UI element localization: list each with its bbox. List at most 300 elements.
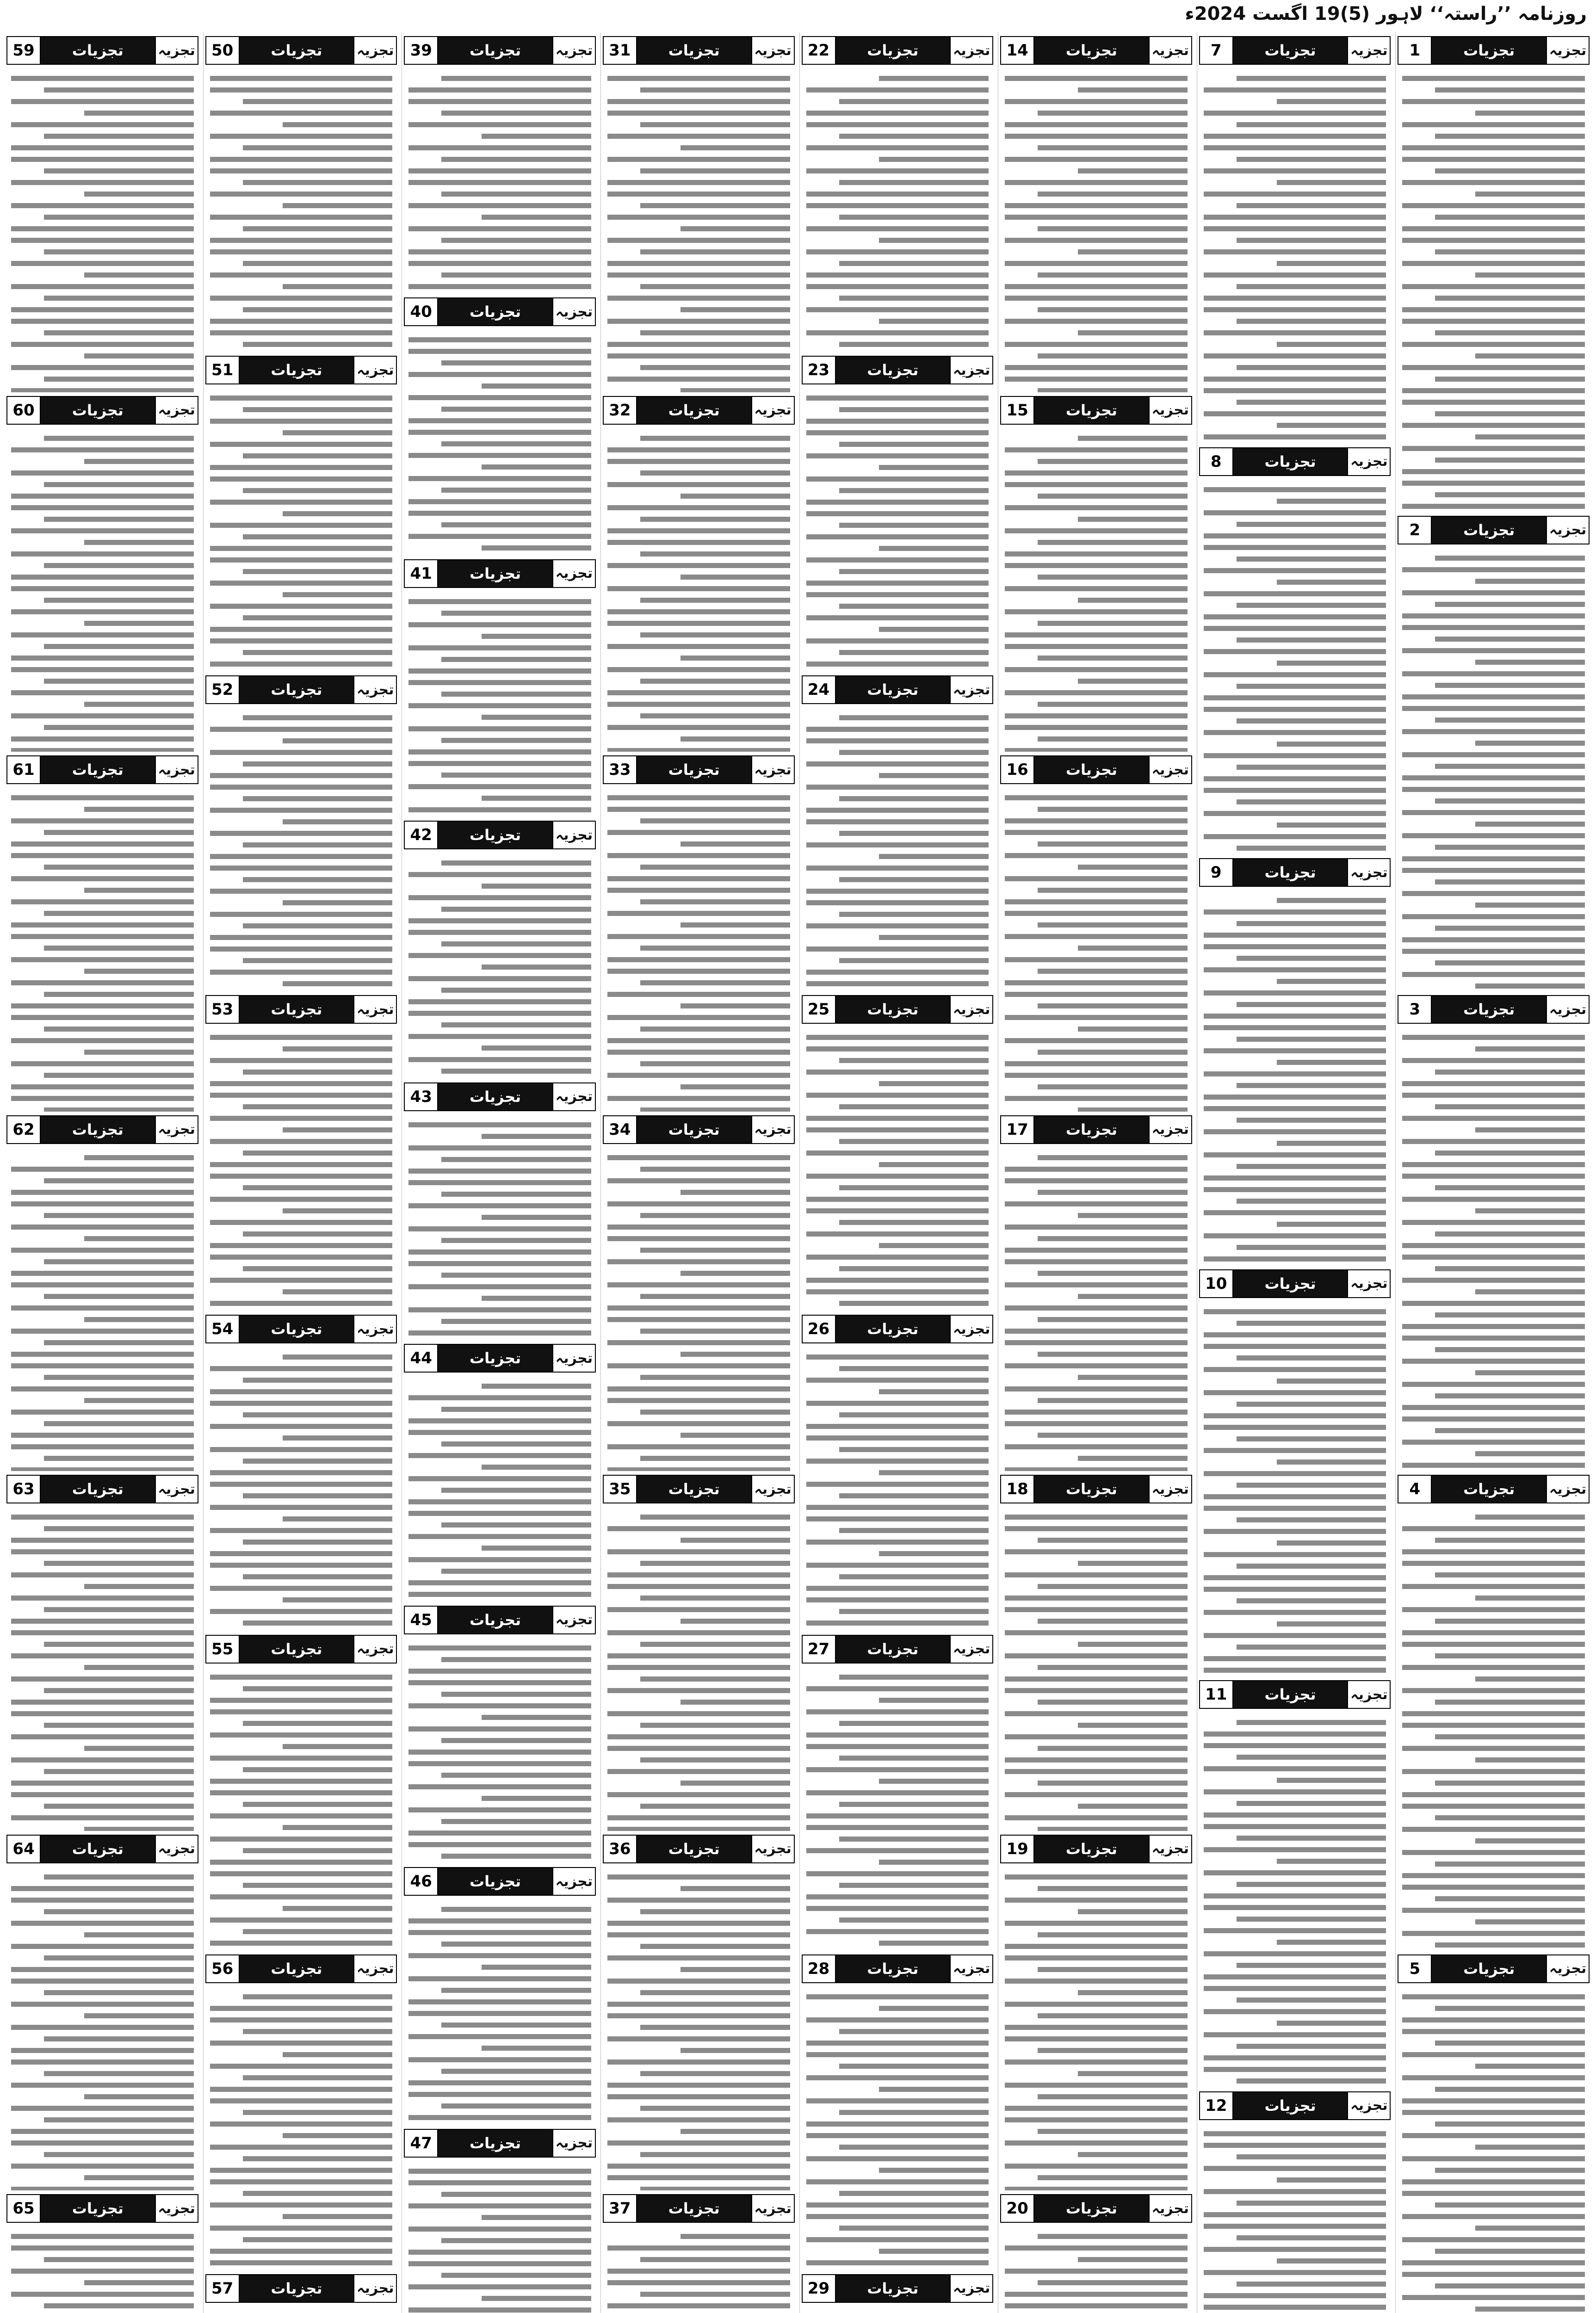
text-line (680, 922, 790, 928)
article-body (204, 387, 399, 672)
text-line (1237, 1882, 1386, 1887)
section-tag: تجزیات (1432, 37, 1546, 64)
text-line (408, 645, 591, 650)
text-line (482, 1546, 591, 1551)
column (998, 32, 1194, 2313)
text-line (408, 203, 591, 208)
text-line (243, 342, 393, 347)
text-line (1005, 1248, 1188, 1253)
text-line (680, 656, 790, 661)
text-line (1038, 1781, 1188, 1786)
text-line (640, 2071, 790, 2076)
article-number: 60 (7, 397, 41, 424)
article-header (404, 297, 596, 326)
text-line (806, 2133, 989, 2138)
text-line (839, 523, 989, 528)
article-header (603, 36, 795, 65)
text-line (1005, 1410, 1188, 1415)
text-line (640, 1561, 790, 1566)
text-line (441, 1657, 591, 1662)
text-line (1277, 1460, 1386, 1465)
text-line (11, 586, 194, 591)
text-line (1204, 1256, 1386, 1262)
text-line (1038, 888, 1188, 893)
text-line (210, 773, 393, 778)
text-line (1435, 2249, 1585, 2254)
text-line (408, 1703, 591, 1708)
text-line (1204, 1095, 1386, 1100)
text-line (1237, 1037, 1386, 1042)
text-line (210, 557, 393, 563)
text-line (1204, 753, 1386, 758)
text-line (1475, 1046, 1585, 1051)
text-line (11, 2002, 194, 2007)
text-line (1005, 586, 1188, 591)
text-line (1237, 1755, 1386, 1760)
article-body (204, 1986, 399, 2270)
text-line (607, 586, 790, 591)
text-line (243, 2156, 393, 2161)
section-tag: تجزیات (1233, 1681, 1348, 1708)
text-line (1435, 1185, 1585, 1190)
text-line (607, 1827, 790, 1831)
text-line (1078, 517, 1188, 522)
text-line (11, 934, 194, 939)
article (5, 2190, 200, 2313)
text-line (44, 2036, 194, 2041)
text-line (210, 249, 393, 254)
text-line (84, 1584, 194, 1589)
text-line (283, 1597, 392, 1602)
text-line (408, 2011, 591, 2016)
text-line (408, 1226, 591, 1231)
text-line (1402, 2260, 1585, 2265)
text-line (1005, 1386, 1188, 1392)
text-line (1005, 1815, 1188, 1820)
text-line (806, 727, 989, 732)
article-number: 18 (1001, 1476, 1034, 1503)
text-line (1402, 2017, 1585, 2022)
text-line (1078, 598, 1188, 603)
text-line (1435, 717, 1585, 723)
text-line (1204, 568, 1386, 573)
text-line (607, 482, 790, 487)
text-line (441, 238, 591, 243)
text-line (243, 1767, 393, 1772)
text-line (680, 388, 790, 392)
text-line (243, 1929, 393, 1934)
text-line (482, 1045, 591, 1051)
text-line (243, 2237, 393, 2242)
section-logo: تجزیہ (1347, 1270, 1390, 1297)
text-line (210, 1732, 393, 1738)
text-line (1237, 718, 1386, 724)
text-line (1402, 1931, 1585, 1936)
text-line (1038, 1827, 1188, 1831)
text-line (408, 703, 591, 708)
text-line (44, 1178, 194, 1183)
text-line (607, 563, 790, 568)
text-line (1204, 2032, 1386, 2037)
text-line (1435, 458, 1585, 463)
text-line (44, 1259, 194, 1264)
text-line (1402, 365, 1585, 370)
section-logo: تجزیہ (751, 37, 794, 64)
text-line (806, 1127, 989, 1132)
text-line (806, 1767, 989, 1772)
article (402, 294, 598, 555)
text-line (607, 1792, 790, 1797)
text-line (607, 1201, 790, 1206)
text-line (44, 1909, 194, 1914)
text-line (607, 853, 790, 858)
text-line (283, 2214, 392, 2219)
text-line (1402, 567, 1585, 572)
text-line (1475, 822, 1585, 827)
text-line (1435, 249, 1585, 254)
text-line (11, 1386, 194, 1392)
text-line (806, 1813, 989, 1818)
text-line (1204, 1233, 1386, 1238)
text-line (1078, 679, 1188, 684)
text-line (1402, 446, 1585, 451)
text-line (607, 1444, 790, 1449)
text-line (806, 738, 989, 743)
text-line (1204, 1552, 1386, 1557)
section-tag: تجزیات (1034, 756, 1149, 783)
text-line (84, 1317, 194, 1322)
article-number: 53 (206, 996, 240, 1023)
text-line (1078, 249, 1188, 254)
text-line (680, 1886, 790, 1891)
text-line (806, 249, 989, 254)
text-line (640, 330, 790, 335)
text-line (408, 168, 591, 173)
text-line (1204, 1506, 1386, 1511)
section-tag: تجزیات (240, 357, 354, 383)
article-header (802, 2274, 994, 2303)
text-line (210, 1675, 393, 1680)
text-line (1435, 1862, 1585, 1867)
text-line (839, 1883, 989, 1888)
text-line (1277, 1222, 1386, 1227)
article-header (1398, 516, 1590, 544)
text-line (1005, 748, 1188, 752)
text-line (408, 1511, 591, 1516)
text-line (839, 1266, 989, 1271)
section-logo: تجزیہ (1347, 1681, 1390, 1708)
article-number: 59 (7, 37, 41, 64)
text-line (44, 1723, 194, 1728)
text-line (1204, 1309, 1386, 1314)
article-body (5, 1866, 200, 2191)
text-line (1277, 499, 1386, 504)
text-line (441, 1441, 591, 1447)
text-line (1237, 1164, 1386, 1169)
text-line (441, 2022, 591, 2028)
text-line (441, 1569, 591, 1574)
article (1197, 32, 1393, 444)
text-line (408, 1580, 591, 1585)
text-line (1204, 272, 1386, 278)
text-line (441, 111, 591, 116)
text-line (1277, 1540, 1386, 1546)
text-line (879, 319, 989, 324)
text-line (1204, 1633, 1386, 1638)
text-line (806, 1563, 989, 1568)
text-line (44, 911, 194, 916)
article-body (800, 1986, 996, 2270)
text-line (243, 650, 393, 655)
text-line (1277, 2021, 1386, 2026)
text-line (640, 1723, 790, 1728)
text-line (1005, 980, 1188, 985)
text-line (482, 1384, 591, 1389)
text-line (441, 1819, 591, 1824)
text-line (84, 353, 194, 359)
text-line (243, 2029, 393, 2034)
text-line (408, 761, 591, 766)
text-line (1402, 625, 1585, 630)
text-line (839, 1447, 989, 1452)
text-line (1402, 2029, 1585, 2034)
text-line (680, 1700, 790, 1705)
article-number: 29 (803, 2275, 836, 2302)
text-line (1475, 2064, 1585, 2069)
text-line (1475, 1451, 1585, 1456)
text-line (607, 2164, 790, 2169)
text-line (1237, 1598, 1386, 1603)
text-line (839, 2191, 989, 2196)
text-line (84, 969, 194, 974)
text-line (1005, 1653, 1188, 1658)
text-line (1005, 957, 1188, 962)
text-line (1475, 1676, 1585, 1682)
text-line (1402, 1440, 1585, 1445)
text-line (1078, 330, 1188, 335)
section-tag: تجزیات (41, 1836, 155, 1862)
text-line (1277, 261, 1386, 266)
text-line (210, 1790, 393, 1795)
text-line (1078, 1456, 1188, 1461)
text-line (1204, 1766, 1386, 1771)
text-line (408, 1842, 591, 1847)
text-line (806, 511, 989, 516)
article-body (998, 1506, 1194, 1831)
section-logo: تجزیہ (1347, 448, 1390, 475)
article (204, 1631, 399, 1951)
text-line (607, 748, 790, 752)
text-line (1005, 180, 1188, 185)
text-line (283, 819, 392, 824)
text-line (210, 476, 393, 482)
text-line (879, 76, 989, 81)
text-line (1402, 2098, 1585, 2103)
text-line (210, 2087, 393, 2092)
text-line (1204, 672, 1386, 677)
text-line (210, 581, 393, 586)
text-line (879, 1698, 989, 1703)
text-line (1237, 1564, 1386, 1569)
text-line (1402, 1174, 1585, 1179)
text-line (408, 2284, 591, 2289)
text-line (1402, 937, 1585, 942)
text-line (44, 2117, 194, 2122)
article-header (603, 1475, 795, 1503)
text-line (44, 249, 194, 254)
text-line (1402, 481, 1585, 486)
text-line (210, 1563, 393, 1568)
text-line (44, 436, 194, 441)
text-line (1402, 1873, 1585, 1878)
text-line (1005, 830, 1188, 835)
text-line (210, 1162, 393, 1167)
text-line (607, 1178, 790, 1183)
text-line (1078, 1909, 1188, 1914)
text-line (1402, 2214, 1585, 2219)
text-line (408, 180, 591, 185)
text-line (1078, 1990, 1188, 1995)
text-line (11, 667, 194, 672)
text-line (210, 1813, 393, 1818)
text-line (210, 111, 393, 116)
section-tag: تجزیات (240, 1316, 354, 1342)
text-line (84, 459, 194, 464)
text-line (210, 638, 393, 643)
article-header (1000, 36, 1192, 65)
text-line (1237, 1517, 1386, 1522)
text-line (283, 1127, 392, 1132)
text-line (1237, 122, 1386, 127)
text-line (1402, 810, 1585, 815)
text-line (210, 1894, 393, 1899)
text-line (482, 884, 591, 889)
text-line (11, 2025, 194, 2030)
text-line (408, 1169, 591, 1174)
text-line (806, 808, 989, 813)
text-line (806, 1994, 989, 1999)
text-line (1475, 1919, 1585, 1924)
article (800, 352, 996, 672)
text-line (243, 180, 393, 185)
text-line (640, 203, 790, 208)
text-line (210, 1401, 393, 1406)
text-line (84, 1665, 194, 1670)
text-line (607, 528, 790, 533)
section-tag: تجزیات (41, 37, 155, 64)
text-line (1204, 2189, 1386, 2194)
article-header (603, 1115, 795, 1144)
text-line (607, 1015, 790, 1020)
text-line (1402, 1035, 1585, 1040)
text-line (640, 1061, 790, 1066)
article-header (603, 755, 795, 784)
article (998, 32, 1194, 392)
text-line (1237, 1963, 1386, 1968)
text-line (640, 168, 790, 173)
text-line (1435, 134, 1585, 139)
text-line (11, 203, 194, 208)
text-line (1204, 353, 1386, 359)
text-line (806, 1035, 989, 1040)
text-line (408, 976, 591, 981)
article-header (1199, 1680, 1391, 1709)
article (402, 1340, 598, 1602)
text-line (806, 785, 989, 790)
text-line (243, 307, 393, 312)
text-line (1402, 1336, 1585, 1341)
text-line (210, 854, 393, 859)
text-line (1475, 741, 1585, 746)
section-logo: تجزیہ (552, 1345, 595, 1372)
text-line (1204, 377, 1386, 382)
text-line (806, 272, 989, 278)
text-line (1005, 1096, 1188, 1101)
text-line (607, 1340, 790, 1345)
section-tag: تجزیات (240, 1955, 354, 1982)
text-line (1204, 990, 1386, 996)
text-line (680, 1271, 790, 1276)
text-line (1005, 551, 1188, 557)
section-logo: تجزیہ (155, 1836, 198, 1862)
text-line (607, 1050, 790, 1055)
text-line (1402, 2272, 1585, 2277)
text-line (1005, 284, 1188, 289)
text-line (1204, 591, 1386, 596)
text-line (243, 877, 393, 882)
article-number: 3 (1398, 996, 1432, 1023)
text-line (1038, 192, 1188, 197)
section-logo: تجزیہ (1347, 859, 1390, 886)
text-line (680, 1190, 790, 1195)
article (1197, 1266, 1393, 1677)
text-line (680, 2234, 790, 2239)
text-line (1204, 649, 1386, 654)
text-line (1005, 2187, 1188, 2191)
text-line (1204, 330, 1386, 335)
text-line (1204, 1210, 1386, 1215)
text-line (283, 981, 392, 986)
text-line (1078, 1027, 1188, 1032)
text-line (44, 1688, 194, 1693)
text-line (1038, 540, 1188, 545)
article-header (404, 36, 596, 65)
text-line (1204, 1106, 1386, 1111)
text-line (1204, 296, 1386, 301)
text-line (839, 1058, 989, 1063)
text-line (839, 442, 989, 447)
text-line (1204, 87, 1386, 93)
text-line (640, 1804, 790, 1809)
article (601, 1112, 797, 1472)
section-logo: تجزیہ (1546, 37, 1589, 64)
text-line (1005, 157, 1188, 162)
text-line (11, 261, 194, 266)
text-line (1005, 853, 1188, 858)
text-line (806, 87, 989, 93)
text-line (607, 911, 790, 916)
article-header (1199, 858, 1391, 887)
text-line (1435, 2202, 1585, 2208)
text-line (44, 168, 194, 173)
text-line (839, 1366, 989, 1371)
text-line (1078, 1723, 1188, 1728)
text-line (44, 865, 194, 870)
text-line (806, 1459, 989, 1464)
text-line (839, 750, 989, 755)
section-logo: تجزیہ (353, 996, 396, 1023)
text-line (1402, 238, 1585, 243)
